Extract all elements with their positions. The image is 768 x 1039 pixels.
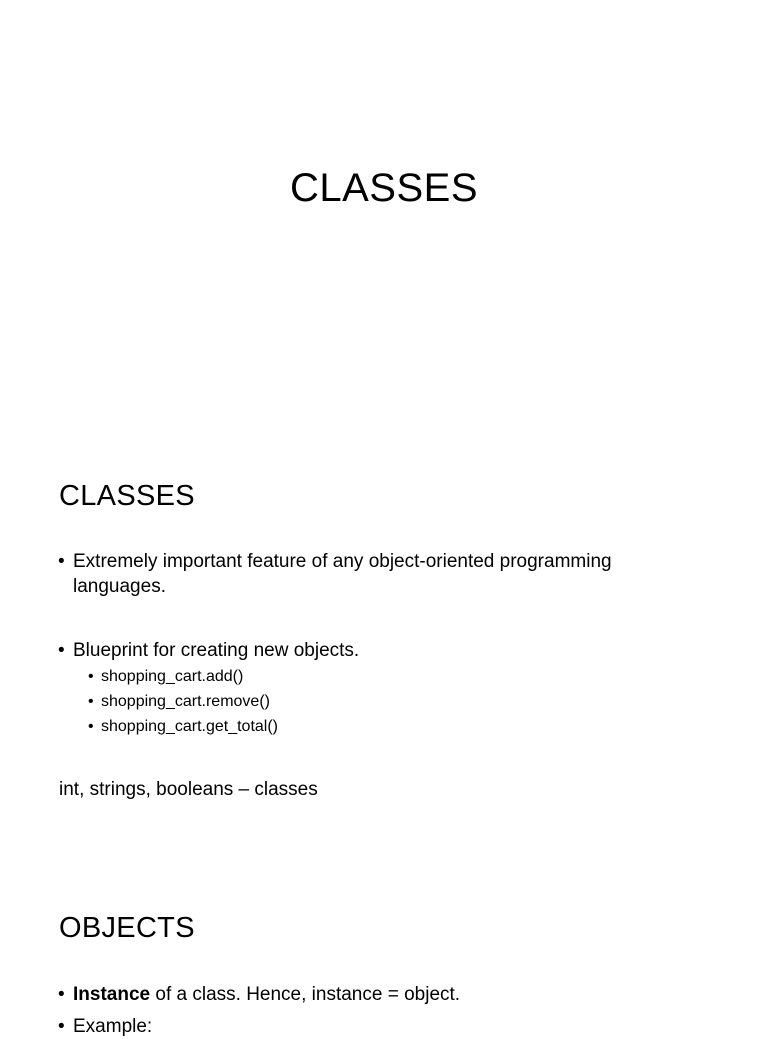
sub-bullet-item <box>88 689 588 714</box>
classes-note: int, strings, booleans – classes <box>59 779 318 800</box>
section-heading: OBJECTS <box>59 912 195 944</box>
bullet-item <box>58 982 698 1007</box>
bullet-rest-text: of a class. Hence, instance = object. <box>150 984 461 1005</box>
bullet-icon: • <box>88 718 94 735</box>
slide-title: CLASSES <box>289 166 479 210</box>
objects-slide <box>0 864 768 1037</box>
bullet-item <box>58 549 698 599</box>
bullet-text: Extremely important feature of any object-oriented programming languages. <box>73 551 612 597</box>
bullet-bold-term: Instance <box>73 984 151 1005</box>
bullet-icon: • <box>58 984 65 1005</box>
bullet-icon: • <box>58 551 65 572</box>
sub-bullet-text: shopping_cart.add() <box>101 668 244 685</box>
bullet-text <box>58 982 698 1007</box>
bullet-icon: • <box>58 640 65 661</box>
sub-bullet-text: shopping_cart.remove() <box>101 693 270 710</box>
bullet-item <box>58 1014 698 1039</box>
bullet-icon: • <box>58 1016 65 1037</box>
bullet-text: Example: <box>73 1016 153 1037</box>
bullet-icon: • <box>88 693 94 710</box>
classes-slide <box>0 432 768 864</box>
sub-bullet-text: shopping_cart.get_total() <box>101 718 278 735</box>
bullet-text: Blueprint for creating new objects. <box>73 640 360 661</box>
sub-bullet-item <box>88 714 588 739</box>
sub-bullet-list <box>88 664 588 739</box>
section-heading: CLASSES <box>59 480 195 512</box>
sub-bullet-item <box>88 664 588 689</box>
bullet-icon: • <box>88 668 94 685</box>
bullet-item <box>58 638 698 663</box>
title-slide <box>0 0 768 432</box>
